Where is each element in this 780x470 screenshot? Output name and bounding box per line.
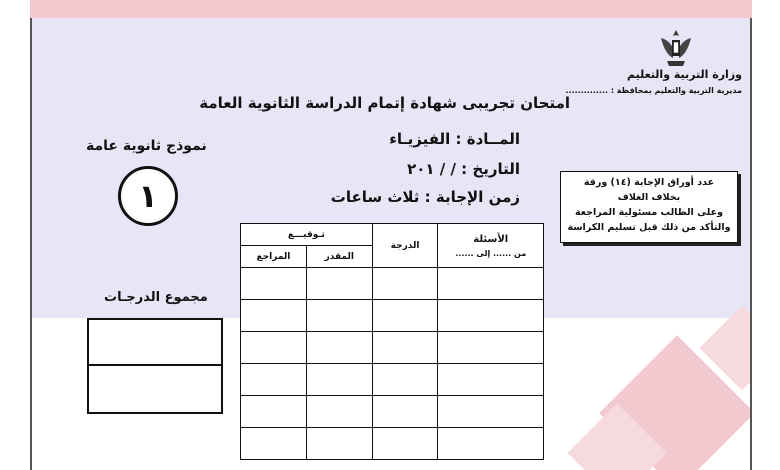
questions-header: الأسئلة xyxy=(473,233,509,245)
grades-table xyxy=(240,223,544,460)
table-cell[interactable] xyxy=(241,364,307,396)
total-grades-box[interactable] xyxy=(87,318,223,414)
table-cell[interactable] xyxy=(306,268,372,300)
exam-cover xyxy=(30,18,752,470)
model-label: نموذج ثانوية عامة xyxy=(86,138,207,154)
ministry-name: وزارة التربية والتعليم xyxy=(627,68,742,81)
subject-line: المــادة : الفيزيـاء xyxy=(389,130,520,148)
table-cell[interactable] xyxy=(372,364,438,396)
top-pink-band xyxy=(30,0,752,18)
eagle-emblem-icon xyxy=(657,28,695,68)
table-cell[interactable] xyxy=(372,332,438,364)
grade-header: الدرجة xyxy=(372,224,438,268)
answer-sheets-note xyxy=(560,171,738,243)
table-cell[interactable] xyxy=(372,396,438,428)
table-cell[interactable] xyxy=(372,268,438,300)
note-line: عدد أوراق الإجابة (١٤) ورقة xyxy=(583,177,715,188)
table-cell[interactable] xyxy=(241,428,307,460)
table-cell[interactable] xyxy=(306,428,372,460)
table-cell[interactable] xyxy=(306,300,372,332)
table-cell[interactable] xyxy=(438,364,544,396)
note-line: بخلاف الغلاف xyxy=(617,192,681,203)
note-line: والتأكد من ذلك قبل تسليم الكراسة xyxy=(567,222,731,233)
table-cell[interactable] xyxy=(438,396,544,428)
questions-header-cell xyxy=(438,224,544,268)
table-cell[interactable] xyxy=(438,300,544,332)
table-cell[interactable] xyxy=(306,364,372,396)
table-cell[interactable] xyxy=(438,268,544,300)
duration-line: زمن الإجابة : ثلاث ساعات xyxy=(330,188,520,206)
estimator-header: المقدر xyxy=(306,246,372,268)
table-cell[interactable] xyxy=(372,428,438,460)
exam-title: امتحان تجريبى شهادة إتمام الدراسة الثانوية العامة xyxy=(199,94,570,112)
model-number: ١ xyxy=(138,177,158,215)
table-cell[interactable] xyxy=(306,396,372,428)
directorate-line: مديرية التربية والتعليم بمحافظة : .............. xyxy=(565,86,742,95)
table-cell[interactable] xyxy=(241,300,307,332)
questions-range: من ...... إلى ...... xyxy=(455,248,527,258)
note-line: وعلى الطالب مسئولية المراجعة xyxy=(575,207,723,218)
table-cell[interactable] xyxy=(372,300,438,332)
table-cell[interactable] xyxy=(438,332,544,364)
total-grades-label: مجموع الدرجـات xyxy=(104,290,208,305)
model-number-circle xyxy=(118,166,178,226)
signature-header: تـوقيـــع xyxy=(241,224,373,246)
total-box-divider xyxy=(89,364,221,366)
table-cell[interactable] xyxy=(241,332,307,364)
date-line: التاريخ : / / ٢٠١ xyxy=(407,160,520,178)
table-cell[interactable] xyxy=(438,428,544,460)
table-cell[interactable] xyxy=(306,332,372,364)
reviewer-header: المراجع xyxy=(241,246,307,268)
table-cell[interactable] xyxy=(241,396,307,428)
table-cell[interactable] xyxy=(241,268,307,300)
